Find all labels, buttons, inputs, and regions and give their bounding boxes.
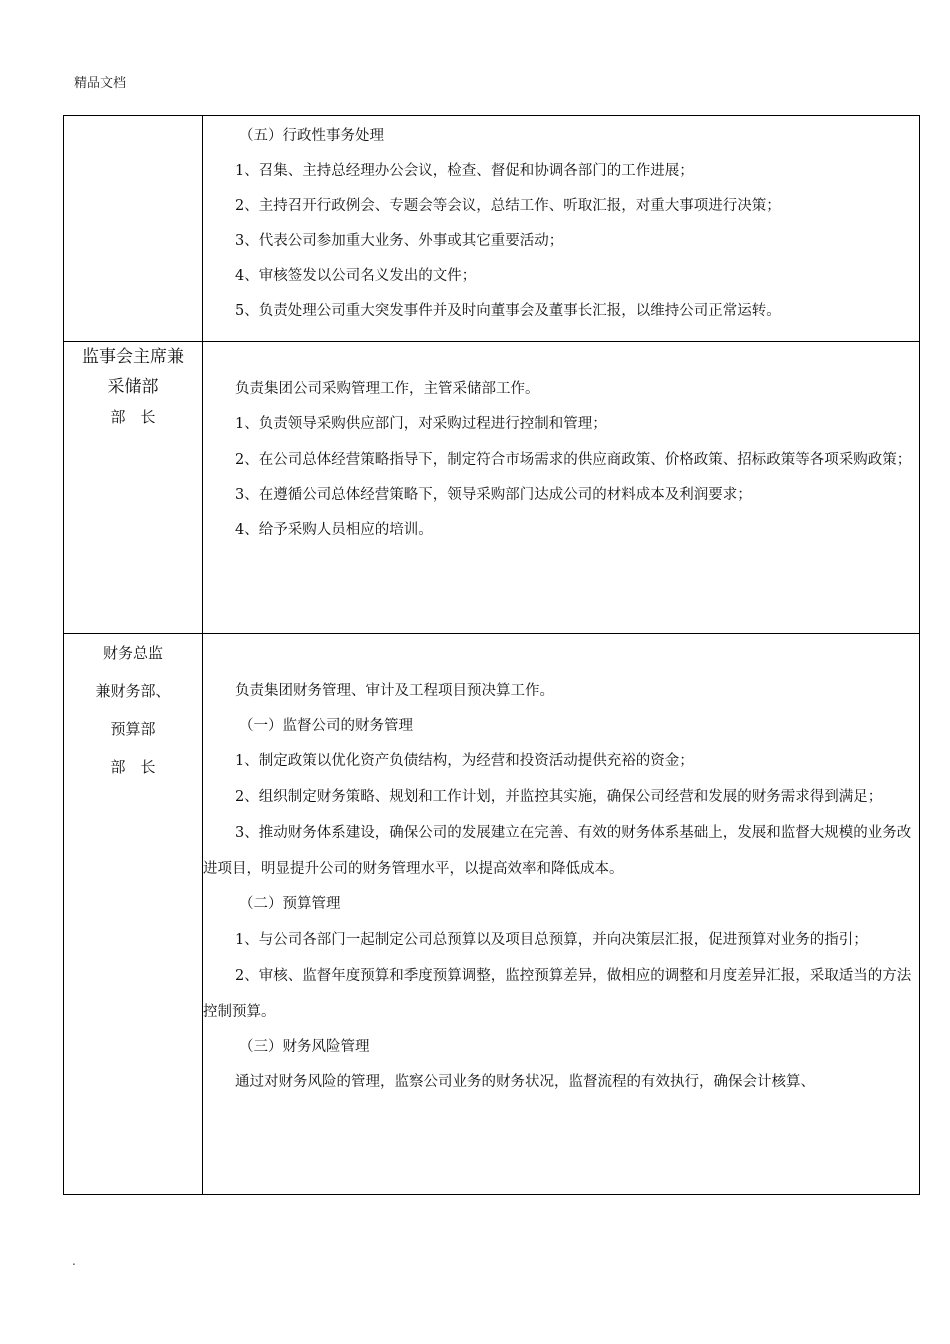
duty-item: 1、负责领导采购供应部门，对采购过程进行控制和管理； <box>235 416 607 432</box>
role-title-line: 兼财务部、 <box>95 682 171 700</box>
role-cell <box>64 342 203 634</box>
section-heading: （三）财务风险管理 <box>239 1039 370 1055</box>
role-title-line: 财务总监 <box>102 644 163 662</box>
duty-item: 1、召集、主持总经理办公会议，检查、督促和协调各部门的工作进展； <box>235 163 694 179</box>
table-row <box>64 342 920 634</box>
role-title-line: 部 长 <box>110 758 156 776</box>
responsibility-table <box>63 115 920 1195</box>
duty-item: 2、审核、监督年度预算和季度预算调整，监控预算差异，做相应的调整和月度差异汇报，采取适当的方法控制预算。 <box>203 968 912 1020</box>
role-title-line: 预算部 <box>110 720 156 738</box>
duty-item: 2、组织制定财务策略、规划和工作计划，并监控其实施，确保公司经营和发展的财务需求得到满足； <box>235 789 883 805</box>
duty-item: 5、负责处理公司重大突发事件并及时向董事会及董事长汇报，以维持公司正常运转。 <box>235 303 781 319</box>
role-cell <box>64 116 203 342</box>
table-row <box>64 634 920 1195</box>
duty-item: 3、代表公司参加重大业务、外事或其它重要活动； <box>235 233 564 249</box>
duty-item: 4、给予采购人员相应的培训。 <box>235 522 433 538</box>
role-title-line: 部 长 <box>110 408 156 426</box>
section-heading: （五）行政性事务处理 <box>239 128 384 144</box>
section-heading: （一）监督公司的财务管理 <box>239 718 413 734</box>
duties-cell <box>203 116 920 342</box>
duty-item: 4、审核签发以公司名义发出的文件； <box>235 268 477 284</box>
section-heading: （二）预算管理 <box>239 896 341 912</box>
role-cell <box>64 634 203 1195</box>
duty-summary: 负责集团财务管理、审计及工程项目预决算工作。 <box>235 683 554 699</box>
duty-item: 1、制定政策以优化资产负债结构，为经营和投资活动提供充裕的资金； <box>235 753 694 769</box>
duties-cell <box>203 634 920 1195</box>
duty-item: 通过对财务风险的管理，监察公司业务的财务状况，监督流程的有效执行，确保会计核算、 <box>235 1074 815 1090</box>
duty-item: 2、在公司总体经营策略指导下，制定符合市场需求的供应商政策、价格政策、招标政策等各项采购政策； <box>235 452 912 468</box>
duty-item: 3、在遵循公司总体经营策略下，领导采购部门达成公司的材料成本及利润要求； <box>235 487 752 503</box>
duties-cell <box>203 342 920 634</box>
duty-item: 3、推动财务体系建设，确保公司的发展建立在完善、有效的财务体系基础上，发展和监督大规模的业务改进项目，明显提升公司的财务管理水平，以提高效率和降低成本。 <box>203 825 912 877</box>
role-title-line: 监事会主席兼 <box>82 347 184 367</box>
footer-mark: . <box>72 1254 76 1268</box>
duty-summary: 负责集团公司采购管理工作，主管采储部工作。 <box>235 381 540 397</box>
role-title-line: 采储部 <box>107 377 159 397</box>
page-header: 精品文档 <box>74 76 127 91</box>
duty-item: 1、与公司各部门一起制定公司总预算以及项目总预算，并向决策层汇报，促进预算对业务的指引； <box>235 932 868 948</box>
duty-item: 2、主持召开行政例会、专题会等会议，总结工作、听取汇报，对重大事项进行决策； <box>235 198 781 214</box>
table-row <box>64 116 920 342</box>
